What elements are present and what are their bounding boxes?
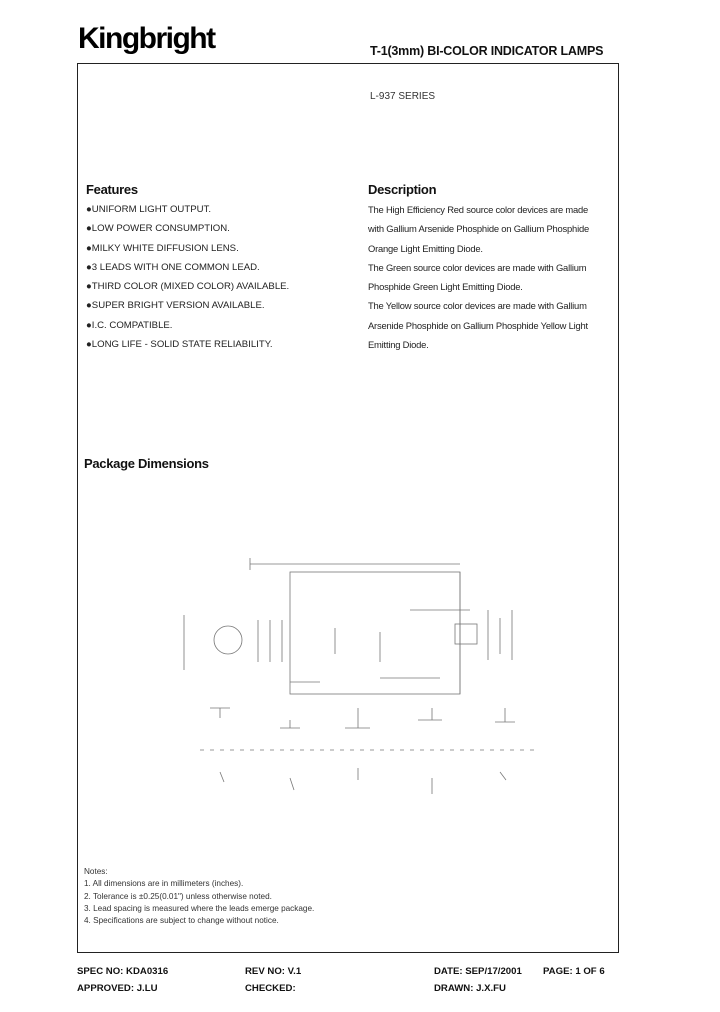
description-line: Arsenide Phosphide on Gallium Phosphide Yellow Light (368, 319, 588, 331)
notes-block (84, 866, 314, 927)
feature-item: ●THIRD COLOR (MIXED COLOR) AVAILABLE. (86, 281, 290, 293)
checked-by: CHECKED: (245, 983, 296, 994)
note-item: 1. All dimensions are in millimeters (inches). (84, 879, 244, 889)
description-line: Phosphide Green Light Emitting Diode. (368, 281, 523, 293)
package-drawing (170, 550, 550, 800)
feature-item: ●SUPER BRIGHT VERSION AVAILABLE. (86, 300, 265, 312)
description-line: Orange Light Emitting Diode. (368, 242, 483, 254)
side-view-outline (290, 572, 460, 694)
description-line: The Green source color devices are made with Gallium (368, 261, 587, 273)
features-heading: Features (86, 182, 138, 197)
spec-number: SPEC NO: KDA0316 (77, 966, 169, 977)
approved-by: APPROVED: J.LU (77, 983, 158, 994)
feature-item: ●UNIFORM LIGHT OUTPUT. (86, 204, 212, 215)
feature-item: ●3 LEADS WITH ONE COMMON LEAD. (86, 261, 260, 273)
pin-configuration-schematics (200, 708, 540, 794)
lead-frame (455, 624, 477, 644)
document-title: T-1(3mm) BI-COLOR INDICATOR LAMPS (370, 44, 604, 58)
content-frame (77, 63, 619, 953)
feature-item: ●MILKY WHITE DIFFUSION LENS. (86, 242, 239, 254)
note-item: 4. Specifications are subject to change without notice. (84, 916, 279, 926)
revision-number: REV NO: V.1 (245, 966, 302, 977)
description-heading: Description (368, 182, 437, 197)
drawn-by: DRAWN: J.X.FU (434, 983, 506, 994)
lamp-top-view (214, 626, 242, 654)
description-line: with Gallium Arsenide Phosphide on Gallium Phosphide (368, 223, 589, 235)
feature-item: ●LOW POWER CONSUMPTION. (86, 223, 230, 235)
series-label: L-937 SERIES (370, 91, 436, 102)
note-item: 2. Tolerance is ±0.25(0.01") unless otherwise noted. (84, 891, 272, 901)
note-item: 3. Lead spacing is measured where the leads emerge package. (84, 903, 315, 913)
description-line: Emitting Diode. (368, 339, 429, 351)
page-number: PAGE: 1 OF 6 (543, 966, 605, 977)
document-date: DATE: SEP/17/2001 (434, 966, 522, 977)
brand-logo: Kingbright (78, 22, 215, 55)
description-line: The Yellow source color devices are made with Gallium (368, 300, 587, 312)
feature-item: ●I.C. COMPATIBLE. (86, 319, 173, 331)
description-text (368, 200, 589, 354)
package-dimensions-heading: Package Dimensions (84, 456, 209, 471)
features-list (86, 200, 289, 354)
feature-item: ●LONG LIFE - SOLID STATE RELIABILITY. (86, 339, 273, 351)
notes-heading: Notes: (84, 867, 108, 876)
description-line: The High Efficiency Red source color devices are made (368, 204, 589, 215)
